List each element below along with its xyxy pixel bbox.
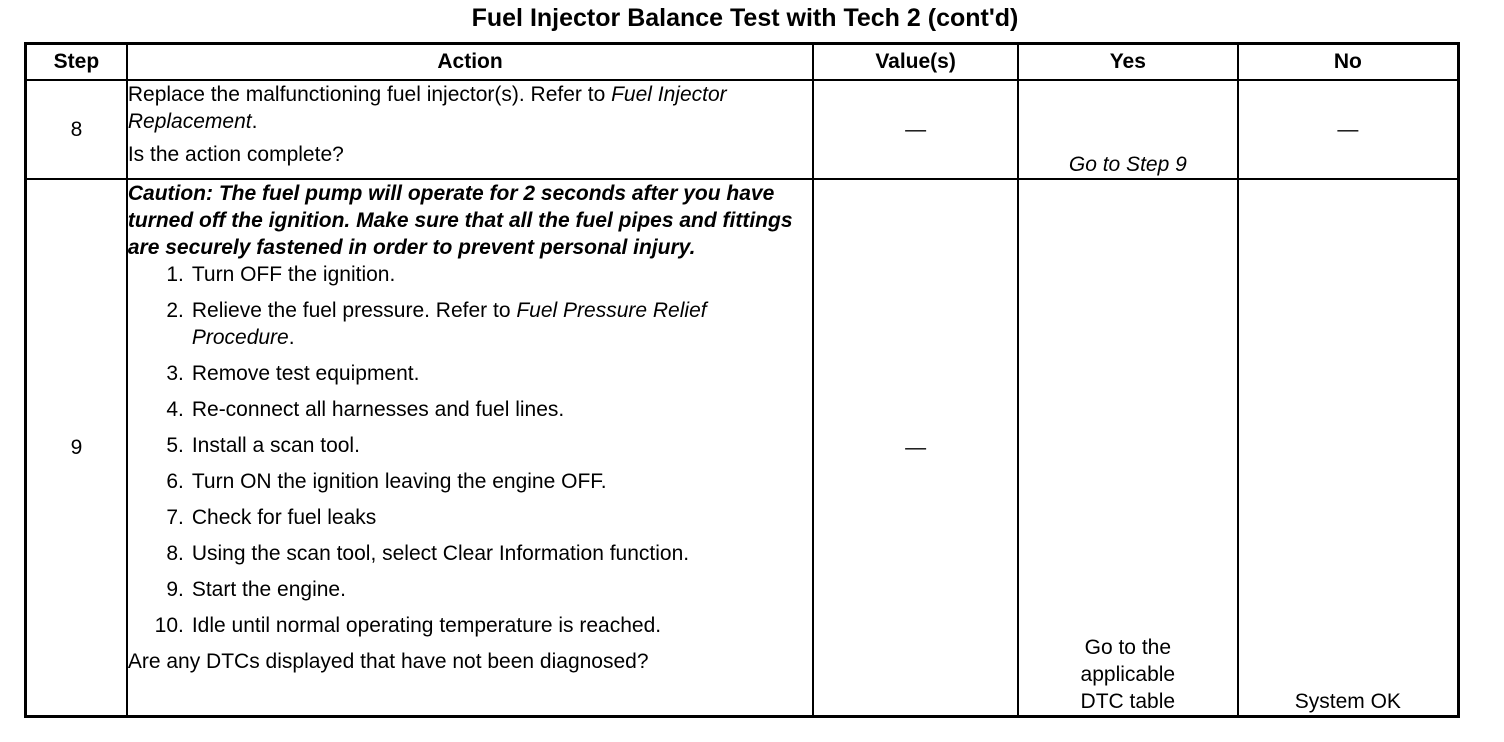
list-item: [150, 432, 812, 459]
action-end: .: [251, 110, 258, 133]
step-index: 6.: [166, 470, 184, 493]
list-item: [150, 540, 812, 567]
step-index: 4.: [166, 398, 184, 421]
list-item: [150, 504, 812, 531]
table-row-step-9: [26, 179, 1459, 717]
header-action: Action: [127, 44, 813, 81]
step-text-main: Re-connect all harnesses and fuel lines.: [191, 398, 565, 421]
step-text-main: Turn ON the ignition leaving the engine OFF.: [191, 470, 607, 493]
step-index: 3.: [166, 362, 184, 385]
action-question: Is the action complete?: [127, 143, 344, 166]
action-cell: [127, 80, 813, 179]
no-cell: System OK: [1238, 179, 1459, 717]
list-item: [150, 576, 812, 603]
step-text-end: .: [288, 326, 295, 349]
balance-test-table: [24, 42, 1460, 718]
step-text: [192, 297, 812, 351]
table-row-step-8: [26, 80, 1459, 179]
list-item: [150, 396, 812, 423]
step-text-main: Using the scan tool, select Clear Information function.: [191, 542, 690, 565]
header-no: No: [1238, 44, 1459, 81]
step-index: 7.: [166, 506, 184, 529]
step-index: 10.: [154, 614, 184, 637]
list-item: [150, 360, 812, 387]
step-index: 5.: [166, 434, 184, 457]
action-question: Are any DTCs displayed that have not been diagnosed?: [127, 650, 649, 673]
yes-line: Go to the: [1084, 636, 1172, 659]
list-item: [150, 468, 812, 495]
action-text: [128, 81, 812, 135]
action-line: Replace the malfunctioning fuel injector(s). Refer to: [127, 83, 612, 106]
value-cell: —: [813, 179, 1018, 717]
step-text: [192, 261, 812, 288]
header-yes: Yes: [1018, 44, 1238, 81]
header-row: [26, 44, 1459, 81]
no-cell: —: [1238, 80, 1459, 179]
page-title: Fuel Injector Balance Test with Tech 2 (cont'd): [471, 4, 1019, 32]
header-step: Step: [26, 44, 127, 81]
step-text: [192, 396, 812, 423]
list-item: [150, 261, 812, 288]
step-index: 1.: [166, 263, 184, 286]
action-cell: [127, 179, 813, 717]
step-index: 2.: [166, 299, 184, 322]
step-number: 8: [26, 80, 127, 179]
procedure-steps: [128, 261, 812, 639]
step-text: [192, 468, 812, 495]
procedure-reference: Fuel Pressure Relief Procedure: [191, 299, 707, 349]
yes-cell: [1018, 179, 1238, 717]
step-text-main: Relieve the fuel pressure. Refer to: [191, 299, 517, 322]
step-text-main: Idle until normal operating temperature is reached.: [191, 614, 662, 637]
step-number: 9: [26, 179, 127, 717]
yes-cell: Go to Step 9: [1018, 80, 1238, 179]
yes-line: DTC table: [1080, 690, 1176, 713]
step-text: [192, 612, 812, 639]
step-index: 9.: [166, 578, 184, 601]
step-index: 8.: [166, 542, 184, 565]
procedure-reference: Fuel Injector Replacement: [127, 83, 727, 133]
caution-text: Caution: The fuel pump will operate for 2 seconds after you have turned off the ignition. Make sure that all the fuel pipes and fittings are securely fastened in order to prevent personal injury.: [127, 182, 793, 259]
yes-line: applicable: [1080, 663, 1176, 686]
step-text-main: Turn OFF the ignition.: [191, 263, 396, 286]
step-text-main: Check for fuel leaks: [191, 506, 377, 529]
step-text: [192, 576, 812, 603]
step-text-main: Start the engine.: [191, 578, 346, 601]
step-text: [192, 360, 812, 387]
step-text-main: Install a scan tool.: [191, 434, 360, 457]
step-text: [192, 432, 812, 459]
step-text: [192, 504, 812, 531]
list-item: [150, 297, 812, 351]
step-text-main: Remove test equipment.: [191, 362, 420, 385]
value-cell: —: [813, 80, 1018, 179]
step-text: [192, 540, 812, 567]
header-values: Value(s): [813, 44, 1018, 81]
list-item: [150, 612, 812, 639]
